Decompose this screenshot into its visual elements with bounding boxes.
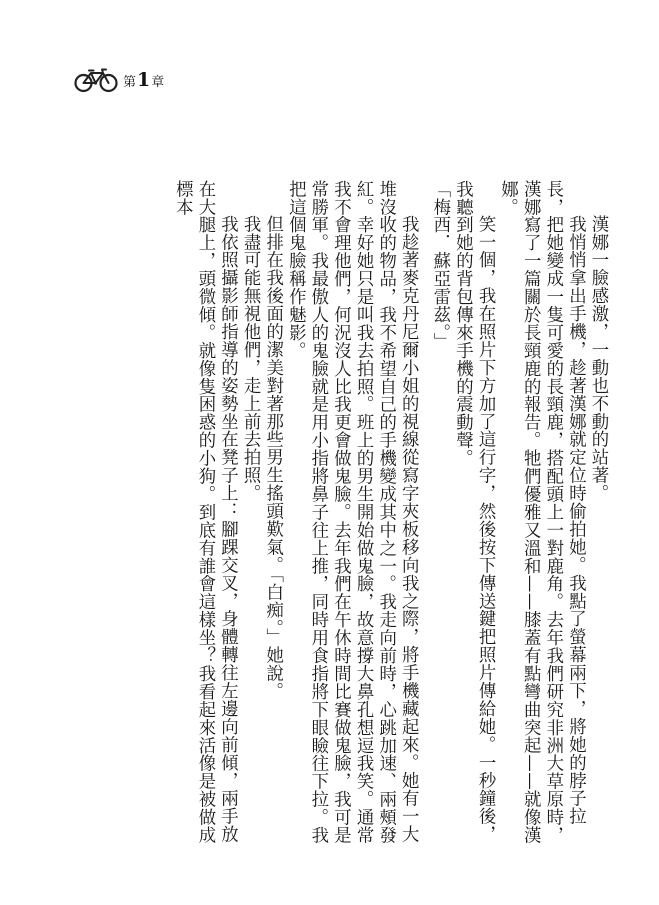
- paragraph: 笑一個，我在照片下方加了這行字，然後按下傳送鍵把照片傳給她。一秒鐘後，我聽到她的背包傳來手機的震動聲。: [452, 180, 496, 844]
- chapter-number: 1: [137, 68, 151, 91]
- paragraph: 但排在我後面的潔美對著那些男生搖頭歎氣。「白痴。」她說。: [262, 214, 283, 700]
- bicycle-icon: [74, 67, 118, 93]
- paragraph: 我悄悄拿出手機，趁著漢娜就定位時偷拍她。我點了螢幕兩下，將她的脖子拉長，把她變成一隻可愛的長頸鹿，搭配頭上一對鹿角。去年我們研究非洲大草原時，漢娜寫了一篇關於長頸鹿的報告。牠們優雅又溫和——膝蓋有點彎曲突起——就像漢娜。: [497, 180, 586, 845]
- body-text: [43, 180, 609, 848]
- chapter-label: [123, 68, 165, 91]
- paragraph: 我依照攝影師指導的姿勢坐在凳子上：腳踝交叉，身體轉往左邊向前傾，兩手放在大腿上，頭微傾。就像隻困惑的小狗。到底有誰會這樣坐？我看起來活像是被做成標本: [172, 180, 238, 845]
- paragraph: 我盡可能無視他們，走上前去拍照。: [240, 214, 261, 502]
- paragraph: 「梅西．蘇亞雷茲。」: [429, 180, 450, 351]
- running-header: [74, 66, 164, 94]
- chapter-suffix: 章: [151, 74, 165, 90]
- chapter-prefix: 第: [123, 74, 137, 90]
- paragraph: 漢娜一臉感激，一動也不動的站著。: [588, 214, 608, 502]
- paragraph: 我趁著麥克丹尼爾小姐的視線從寫字夾板移向我之際，將手機藏起來。她有一大堆沒收的物品，我不希望自己的手機變成其中之一。我走向前時，心跳加速、兩頰發紅。幸好她只是叫我去拍照。班上的男生開始做鬼臉，故意撐大鼻孔想逗我笑。通常我不會理他們，何況沒人比我更會做鬼臉。去年我們在午休時間比賽做鬼臉，我可是常勝軍。我最傲人的鬼臉就是用小指將鼻子往上推，同時用食指將下眼瞼往下拉。我把這個鬼臉稱作魅影。: [285, 180, 419, 845]
